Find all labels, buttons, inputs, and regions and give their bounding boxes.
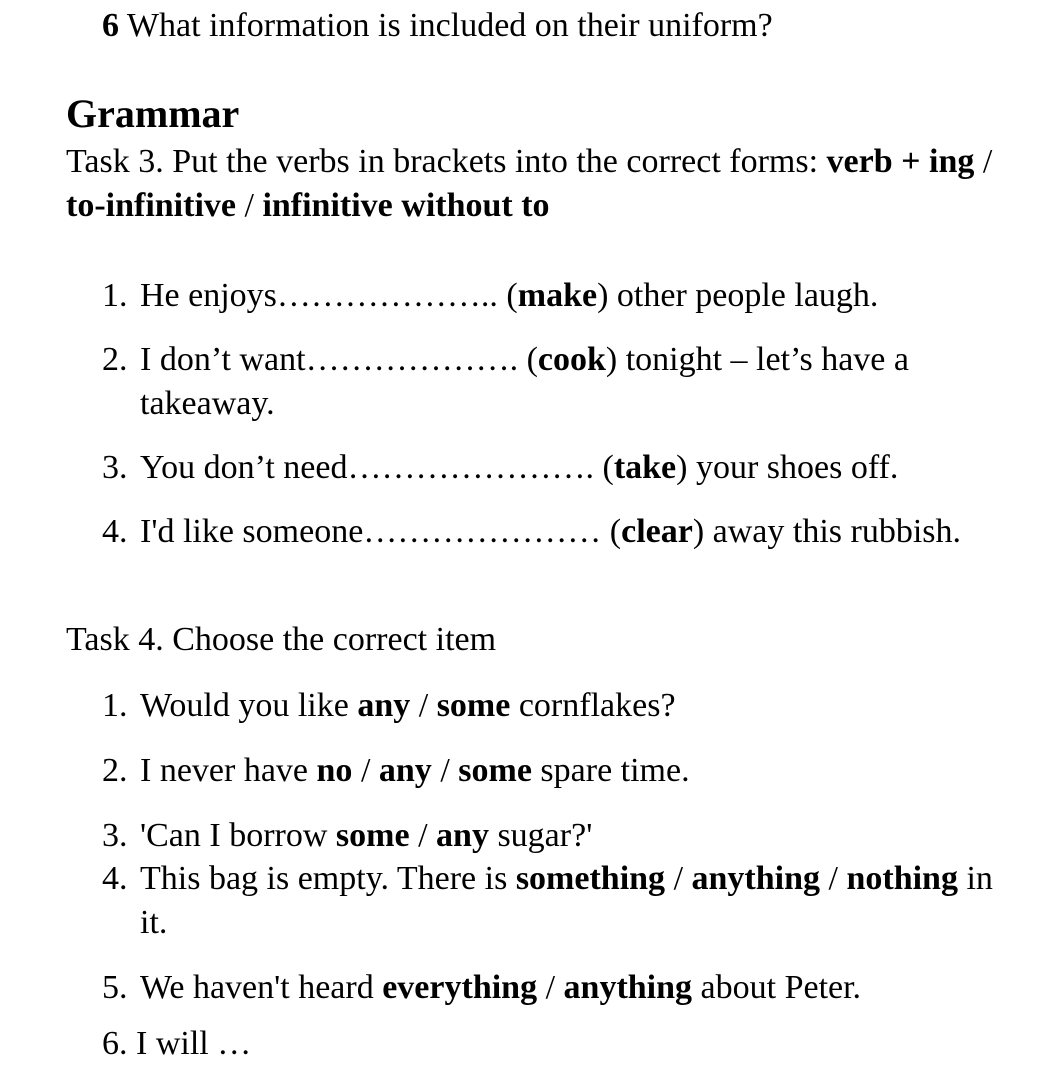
task3-item-3 xyxy=(102,446,1002,490)
task3-instruction xyxy=(66,140,1026,228)
item-text xyxy=(140,446,1002,490)
task4-item-1 xyxy=(102,684,1002,728)
text-segment: I'd like someone………………… ( xyxy=(140,513,622,550)
item-number: 3. xyxy=(102,817,128,854)
task3-item-1 xyxy=(102,274,1002,318)
question-6 xyxy=(102,4,773,48)
item-number: 3. xyxy=(102,449,128,486)
bold-segment: no xyxy=(316,752,353,789)
task3-intro: Task 3. Put the verbs in brackets into the correct forms: xyxy=(66,143,827,180)
text-segment: ) other people laugh. xyxy=(597,277,879,314)
bold-segment: something xyxy=(515,860,666,897)
text-segment xyxy=(921,143,930,180)
bold-segment: ing xyxy=(929,143,975,180)
text-segment: 'Can I borrow xyxy=(140,817,336,854)
item-number: 2. xyxy=(102,752,128,789)
item-text xyxy=(140,966,1002,1010)
item-number: 4. xyxy=(102,513,128,550)
bold-segment: any xyxy=(357,687,411,724)
task3-item-2 xyxy=(102,338,1002,426)
bold-segment: infinitive without to xyxy=(262,187,550,224)
task4-item-2 xyxy=(102,749,1002,793)
question-text: What information is included on their uniform? xyxy=(119,7,773,44)
text-segment: / xyxy=(974,143,993,180)
bold-segment: anything xyxy=(691,860,821,897)
bold-segment: some xyxy=(458,752,532,789)
item-text xyxy=(140,274,1002,318)
item-text xyxy=(140,510,1002,554)
text-segment: / xyxy=(820,860,847,897)
bold-segment: everything xyxy=(382,969,538,1006)
item-number: 4. xyxy=(102,860,128,897)
text-segment: about Peter. xyxy=(692,969,862,1006)
text-segment: / xyxy=(352,752,379,789)
task4-item-5 xyxy=(102,966,1002,1010)
item-text xyxy=(140,749,1002,793)
task3-item-4 xyxy=(102,510,1002,554)
text-segment: spare time. xyxy=(531,752,690,789)
grammar-heading: Grammar xyxy=(66,91,240,136)
item-number: 1. xyxy=(102,277,128,314)
text-segment: ) your shoes off. xyxy=(676,449,899,486)
item-number: 2. xyxy=(102,341,128,378)
text-segment: We haven't heard xyxy=(140,969,383,1006)
text-segment: / xyxy=(410,687,437,724)
text-segment: ) tonight – let’s have a takeaway. xyxy=(140,341,909,422)
item-text xyxy=(140,814,1002,858)
text-segment: You don’t need…………………. ( xyxy=(140,449,614,486)
item-number: 5. xyxy=(102,969,128,1006)
bold-segment: clear xyxy=(621,513,693,550)
task4-title: Task 4. Choose the correct item xyxy=(66,621,497,658)
text-segment: He enjoys……………….. ( xyxy=(140,277,518,314)
task4-item-3 xyxy=(102,814,1002,858)
text-segment: I never have xyxy=(140,752,317,789)
item-text xyxy=(140,857,1002,945)
bold-segment: verb + xyxy=(826,143,921,180)
bold-segment: to-infinitive xyxy=(66,187,236,224)
task4-item-4 xyxy=(102,857,1002,945)
text-segment: in it. xyxy=(140,860,993,941)
bold-segment: make xyxy=(517,277,598,314)
item-text xyxy=(140,338,1002,426)
text-segment: / xyxy=(235,187,263,224)
bold-segment: any xyxy=(436,817,489,854)
text-segment: Would you like xyxy=(140,687,358,724)
text-segment: sugar?' xyxy=(488,817,593,854)
text-segment: This bag is empty. There is xyxy=(140,860,516,897)
text-segment: I don’t want………………. ( xyxy=(140,341,538,378)
item-text xyxy=(140,684,1002,728)
text-segment: / xyxy=(409,817,437,854)
text-segment: / xyxy=(537,969,564,1006)
question-number: 6 xyxy=(102,7,119,44)
bold-segment: some xyxy=(335,817,410,854)
text-segment: / xyxy=(665,860,692,897)
item-number: 1. xyxy=(102,687,128,724)
bold-segment: any xyxy=(378,752,432,789)
text-segment: / xyxy=(431,752,459,789)
bold-segment: take xyxy=(613,449,677,486)
partial-next-item: 6. I will … xyxy=(102,1025,252,1062)
text-segment: cornflakes? xyxy=(510,687,676,724)
bold-segment: anything xyxy=(563,969,693,1006)
bold-segment: cook xyxy=(537,341,606,378)
bold-segment: some xyxy=(436,687,511,724)
text-segment: ) away this rubbish. xyxy=(692,513,962,550)
bold-segment: nothing xyxy=(846,860,958,897)
